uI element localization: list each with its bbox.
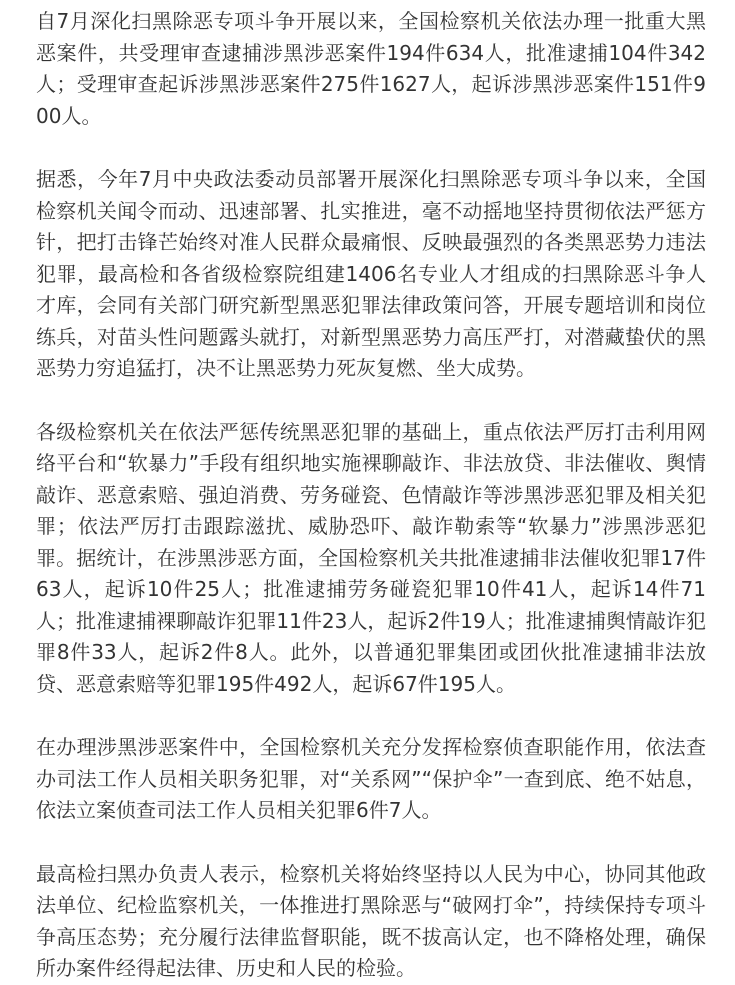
- paragraph-official-statement: 最高检扫黑办负责人表示，检察机关将始终坚持以人民为中心，协同其他政法单位、纪检监察机关，一体推进打黑除恶与“破网打伞”，持续保持专项斗争高压态势；充分履行法律监督职能，既不拔高认定，也不降格处理，确保所办案件经得起法律、历史和人民的检验。: [36, 861, 706, 980]
- paragraph-case-statistics: 自7月深化扫黑除恶专项斗争开展以来，全国检察机关依法办理一批重大黑恶案件，共受理审查逮捕涉黑涉恶案件194件634人，批准逮捕104件342人；受理审查起诉涉黑涉恶案件275件1627人，起诉涉黑涉恶案件151件900人。: [36, 9, 706, 128]
- paragraph-soft-violence-crimes: 各级检察机关在依法严惩传统黑恶犯罪的基础上，重点依法严厉打击利用网络平台和“软暴力”手段有组织地实施裸聊敲诈、非法放贷、非法催收、舆情敲诈、恶意索赔、强迫消费、劳务碰瓷、色情敲诈等涉黑涉恶犯罪及相关犯罪；依法严厉打击跟踪滋扰、威胁恐吓、敲诈勒索等“软暴力”涉黑涉恶犯罪。据统计，在涉黑涉恶方面，全国检察机关共批准逮捕非法催收犯罪17件63人，起诉10件25人；批准逮捕劳务碰瓷犯罪10件41人，起诉14件71人；批准逮捕裸聊敲诈犯罪11件23人，起诉2件19人；批准逮捕舆情敲诈犯罪8件33人，起诉2件8人。此外，以普通犯罪集团或团伙批准逮捕非法放贷、恶意索赔等犯罪195件492人，起诉67件195人。: [36, 419, 706, 696]
- article-body: [36, 6, 706, 985]
- paragraph-judicial-staff-crimes: 在办理涉黑涉恶案件中，全国检察机关充分发挥检察侦查职能作用，依法查办司法工作人员相关职务犯罪，对“关系网”“保护伞”一查到底、绝不姑息，依法立案侦查司法工作人员相关犯罪6件7人。: [36, 735, 706, 822]
- paragraph-campaign-deployment: 据悉，今年7月中央政法委动员部署开展深化扫黑除恶专项斗争以来，全国检察机关闻令而动、迅速部署、扎实推进，毫不动摇地坚持贯彻依法严惩方针，把打击锋芒始终对准人民群众最痛恨、反映最强烈的各类黑恶势力违法犯罪，最高检和各省级检察院组建1406名专业人才组成的扫黑除恶斗争人才库，会同有关部门研究新型黑恶犯罪法律政策问答，开展专题培训和岗位练兵，对苗头性问题露头就打，对新型黑恶势力高压严打，对潜藏蛰伏的黑恶势力穷追猛打，决不让黑恶势力死灰复燃、坐大成势。: [36, 167, 706, 380]
